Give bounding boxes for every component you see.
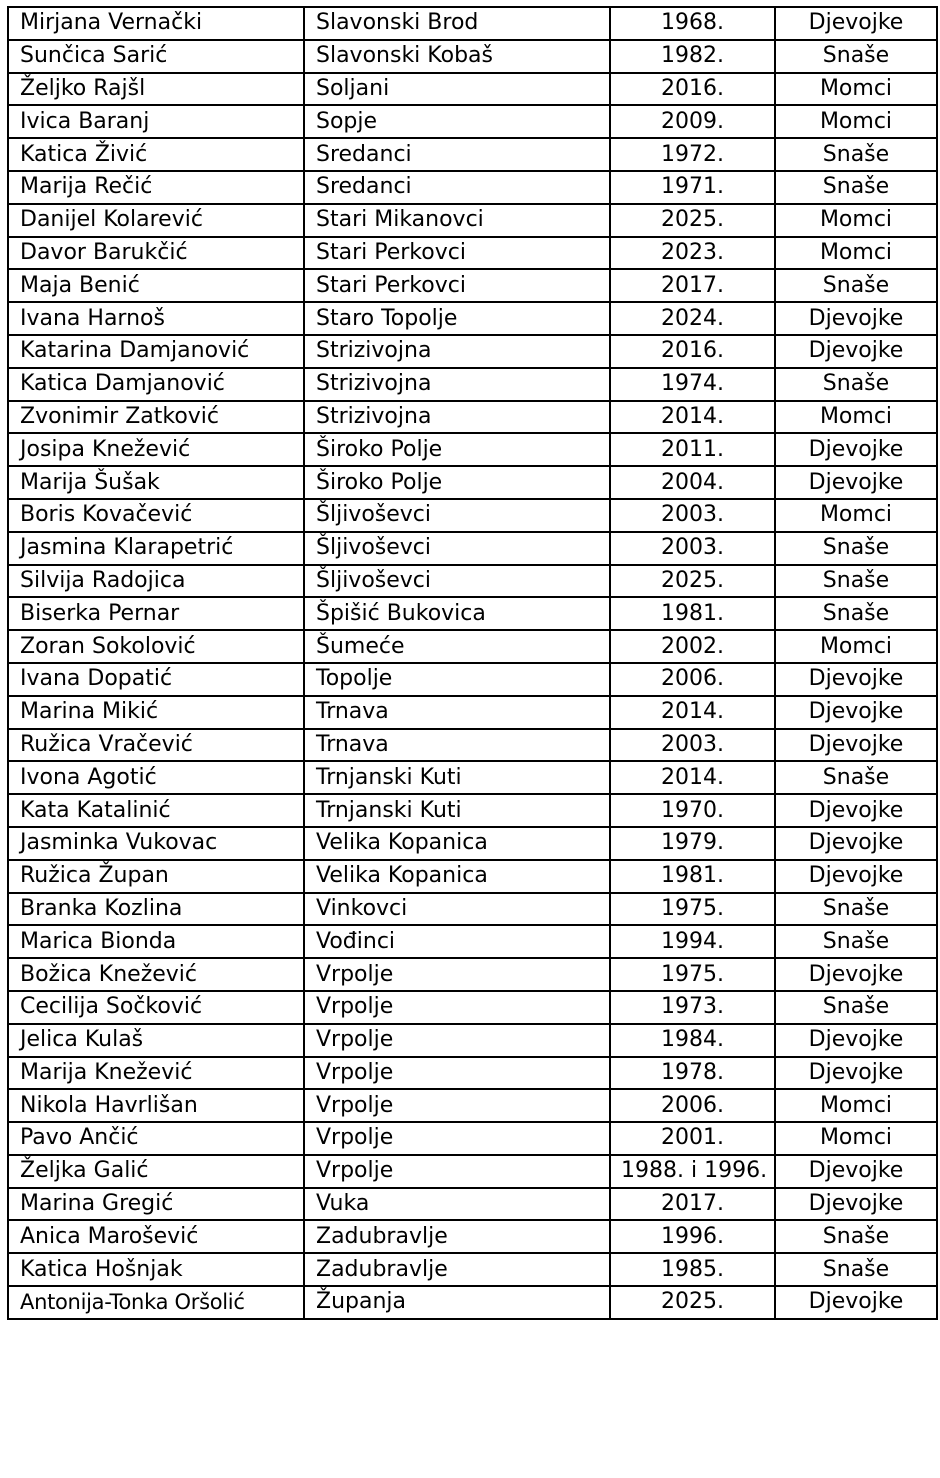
category-cell: Momci [775, 105, 937, 138]
person-name-cell: Zvonimir Zatković [8, 401, 304, 434]
person-name-cell: Marija Knežević [8, 1057, 304, 1090]
category-cell: Snaše [775, 925, 937, 958]
place-cell: Vuka [304, 1188, 610, 1221]
year-cell: 2014. [610, 401, 775, 434]
year-cell: 1981. [610, 597, 775, 630]
place-cell: Velika Kopanica [304, 860, 610, 893]
person-name-cell: Ružica Župan [8, 860, 304, 893]
table-row [8, 7, 937, 40]
year-cell: 2024. [610, 302, 775, 335]
table-row [8, 1122, 937, 1155]
category-cell: Momci [775, 204, 937, 237]
person-name-cell: Kata Katalinić [8, 794, 304, 827]
category-cell: Snaše [775, 368, 937, 401]
place-cell: Strizivojna [304, 401, 610, 434]
person-name-cell: Branka Kozlina [8, 893, 304, 926]
place-cell: Strizivojna [304, 335, 610, 368]
table-row [8, 958, 937, 991]
year-cell: 1978. [610, 1057, 775, 1090]
year-cell: 2009. [610, 105, 775, 138]
category-cell: Momci [775, 499, 937, 532]
category-cell: Djevojke [775, 794, 937, 827]
year-cell: 1975. [610, 958, 775, 991]
person-name-cell: Jasmina Klarapetrić [8, 532, 304, 565]
category-cell: Snaše [775, 269, 937, 302]
table-row [8, 663, 937, 696]
person-name-cell: Sunčica Sarić [8, 40, 304, 73]
person-name-cell: Jelica Kulaš [8, 1024, 304, 1057]
place-cell: Stari Perkovci [304, 269, 610, 302]
place-cell: Velika Kopanica [304, 827, 610, 860]
table-row [8, 466, 937, 499]
year-cell: 2025. [610, 204, 775, 237]
year-cell: 1996. [610, 1220, 775, 1253]
table-row [8, 335, 937, 368]
category-cell: Momci [775, 237, 937, 270]
person-name-cell: Pavo Ančić [8, 1122, 304, 1155]
year-cell: 2023. [610, 237, 775, 270]
table-row [8, 204, 937, 237]
table-row [8, 401, 937, 434]
table-row [8, 860, 937, 893]
place-cell: Šljivoševci [304, 532, 610, 565]
person-name-cell: Marija Rečić [8, 171, 304, 204]
place-cell: Trnava [304, 729, 610, 762]
place-cell: Sopje [304, 105, 610, 138]
category-cell: Djevojke [775, 1057, 937, 1090]
table-row [8, 433, 937, 466]
person-name-cell: Katica Živić [8, 138, 304, 171]
table-row [8, 991, 937, 1024]
person-name-cell: Biserka Pernar [8, 597, 304, 630]
table-row [8, 1286, 937, 1319]
person-name-cell: Ivana Dopatić [8, 663, 304, 696]
person-name-cell: Ivica Baranj [8, 105, 304, 138]
place-cell: Zadubravlje [304, 1253, 610, 1286]
table-row [8, 532, 937, 565]
table-row [8, 794, 937, 827]
place-cell: Široko Polje [304, 466, 610, 499]
year-cell: 1973. [610, 991, 775, 1024]
category-cell: Djevojke [775, 958, 937, 991]
year-cell: 1984. [610, 1024, 775, 1057]
place-cell: Topolje [304, 663, 610, 696]
place-cell: Vrpolje [304, 1122, 610, 1155]
category-cell: Djevojke [775, 696, 937, 729]
year-cell: 1988. i 1996. [610, 1155, 775, 1188]
place-cell: Sredanci [304, 138, 610, 171]
place-cell: Vođinci [304, 925, 610, 958]
table-row [8, 40, 937, 73]
year-cell: 2017. [610, 269, 775, 302]
table-row [8, 1220, 937, 1253]
category-cell: Djevojke [775, 466, 937, 499]
person-name-cell: Marina Mikić [8, 696, 304, 729]
person-name-cell: Mirjana Vernački [8, 7, 304, 40]
category-cell: Snaše [775, 1253, 937, 1286]
roster-table [7, 6, 938, 1320]
year-cell: 2003. [610, 532, 775, 565]
year-cell: 2002. [610, 630, 775, 663]
person-name-cell: Josipa Knežević [8, 433, 304, 466]
place-cell: Slavonski Brod [304, 7, 610, 40]
year-cell: 2001. [610, 1122, 775, 1155]
place-cell: Slavonski Kobaš [304, 40, 610, 73]
table-row [8, 269, 937, 302]
person-name-cell: Marica Bionda [8, 925, 304, 958]
table-row [8, 761, 937, 794]
table-row [8, 1253, 937, 1286]
category-cell: Snaše [775, 138, 937, 171]
roster-table-body [8, 7, 937, 1319]
person-name-cell: Ružica Vračević [8, 729, 304, 762]
person-name-cell: Ivana Harnoš [8, 302, 304, 335]
year-cell: 2006. [610, 1089, 775, 1122]
place-cell: Špišić Bukovica [304, 597, 610, 630]
place-cell: Trnjanski Kuti [304, 761, 610, 794]
year-cell: 1979. [610, 827, 775, 860]
table-row [8, 105, 937, 138]
category-cell: Djevojke [775, 663, 937, 696]
person-name-cell: Jasminka Vukovac [8, 827, 304, 860]
place-cell: Staro Topolje [304, 302, 610, 335]
category-cell: Djevojke [775, 1286, 937, 1319]
category-cell: Snaše [775, 532, 937, 565]
category-cell: Djevojke [775, 1188, 937, 1221]
place-cell: Vrpolje [304, 1089, 610, 1122]
place-cell: Šumeće [304, 630, 610, 663]
year-cell: 1968. [610, 7, 775, 40]
table-row [8, 302, 937, 335]
category-cell: Momci [775, 630, 937, 663]
table-row [8, 171, 937, 204]
category-cell: Snaše [775, 893, 937, 926]
place-cell: Vrpolje [304, 1057, 610, 1090]
category-cell: Momci [775, 401, 937, 434]
place-cell: Županja [304, 1286, 610, 1319]
category-cell: Snaše [775, 1220, 937, 1253]
table-row [8, 597, 937, 630]
person-name-cell: Danijel Kolarević [8, 204, 304, 237]
person-name-cell: Ivona Agotić [8, 761, 304, 794]
table-row [8, 499, 937, 532]
year-cell: 2004. [610, 466, 775, 499]
table-row [8, 1155, 937, 1188]
category-cell: Snaše [775, 597, 937, 630]
table-row [8, 630, 937, 663]
person-name-cell: Silvija Radojica [8, 565, 304, 598]
table-row [8, 893, 937, 926]
place-cell: Široko Polje [304, 433, 610, 466]
place-cell: Stari Mikanovci [304, 204, 610, 237]
table-row [8, 565, 937, 598]
year-cell: 2016. [610, 335, 775, 368]
year-cell: 2014. [610, 761, 775, 794]
place-cell: Vrpolje [304, 991, 610, 1024]
person-name-cell: Zoran Sokolović [8, 630, 304, 663]
person-name-cell: Antonija-Tonka Oršolić [8, 1286, 304, 1319]
category-cell: Djevojke [775, 1024, 937, 1057]
category-cell: Djevojke [775, 335, 937, 368]
place-cell: Trnjanski Kuti [304, 794, 610, 827]
table-row [8, 1057, 937, 1090]
place-cell: Trnava [304, 696, 610, 729]
year-cell: 1982. [610, 40, 775, 73]
table-row [8, 237, 937, 270]
person-name-cell: Željko Rajšl [8, 73, 304, 106]
category-cell: Snaše [775, 565, 937, 598]
category-cell: Djevojke [775, 433, 937, 466]
category-cell: Djevojke [775, 729, 937, 762]
person-name-cell: Marina Gregić [8, 1188, 304, 1221]
year-cell: 1971. [610, 171, 775, 204]
year-cell: 2003. [610, 729, 775, 762]
category-cell: Snaše [775, 40, 937, 73]
year-cell: 1974. [610, 368, 775, 401]
year-cell: 1970. [610, 794, 775, 827]
person-name-cell: Željka Galić [8, 1155, 304, 1188]
category-cell: Djevojke [775, 827, 937, 860]
year-cell: 2017. [610, 1188, 775, 1221]
year-cell: 1994. [610, 925, 775, 958]
person-name-cell: Marija Šušak [8, 466, 304, 499]
category-cell: Djevojke [775, 860, 937, 893]
person-name-cell: Nikola Havrlišan [8, 1089, 304, 1122]
table-row [8, 138, 937, 171]
table-row [8, 1188, 937, 1221]
category-cell: Djevojke [775, 1155, 937, 1188]
year-cell: 1972. [610, 138, 775, 171]
person-name-cell: Božica Knežević [8, 958, 304, 991]
table-row [8, 729, 937, 762]
person-name-cell: Boris Kovačević [8, 499, 304, 532]
place-cell: Vinkovci [304, 893, 610, 926]
table-row [8, 925, 937, 958]
category-cell: Snaše [775, 761, 937, 794]
year-cell: 2006. [610, 663, 775, 696]
table-row [8, 368, 937, 401]
place-cell: Sredanci [304, 171, 610, 204]
year-cell: 2025. [610, 1286, 775, 1319]
person-name-cell: Cecilija Sočković [8, 991, 304, 1024]
year-cell: 2025. [610, 565, 775, 598]
year-cell: 1985. [610, 1253, 775, 1286]
person-name-cell: Katarina Damjanović [8, 335, 304, 368]
place-cell: Zadubravlje [304, 1220, 610, 1253]
category-cell: Momci [775, 1089, 937, 1122]
person-name-cell: Maja Benić [8, 269, 304, 302]
year-cell: 2016. [610, 73, 775, 106]
table-row [8, 696, 937, 729]
category-cell: Momci [775, 1122, 937, 1155]
category-cell: Snaše [775, 171, 937, 204]
category-cell: Snaše [775, 991, 937, 1024]
category-cell: Djevojke [775, 7, 937, 40]
year-cell: 2014. [610, 696, 775, 729]
table-row [8, 1024, 937, 1057]
year-cell: 2011. [610, 433, 775, 466]
year-cell: 1981. [610, 860, 775, 893]
place-cell: Vrpolje [304, 958, 610, 991]
place-cell: Šljivoševci [304, 565, 610, 598]
person-name-cell: Katica Hošnjak [8, 1253, 304, 1286]
table-row [8, 73, 937, 106]
place-cell: Soljani [304, 73, 610, 106]
year-cell: 1975. [610, 893, 775, 926]
place-cell: Stari Perkovci [304, 237, 610, 270]
place-cell: Šljivoševci [304, 499, 610, 532]
table-row [8, 827, 937, 860]
category-cell: Momci [775, 73, 937, 106]
place-cell: Vrpolje [304, 1155, 610, 1188]
category-cell: Djevojke [775, 302, 937, 335]
place-cell: Vrpolje [304, 1024, 610, 1057]
person-name-cell: Katica Damjanović [8, 368, 304, 401]
year-cell: 2003. [610, 499, 775, 532]
place-cell: Strizivojna [304, 368, 610, 401]
table-row [8, 1089, 937, 1122]
person-name-cell: Davor Barukčić [8, 237, 304, 270]
person-name-cell: Anica Marošević [8, 1220, 304, 1253]
